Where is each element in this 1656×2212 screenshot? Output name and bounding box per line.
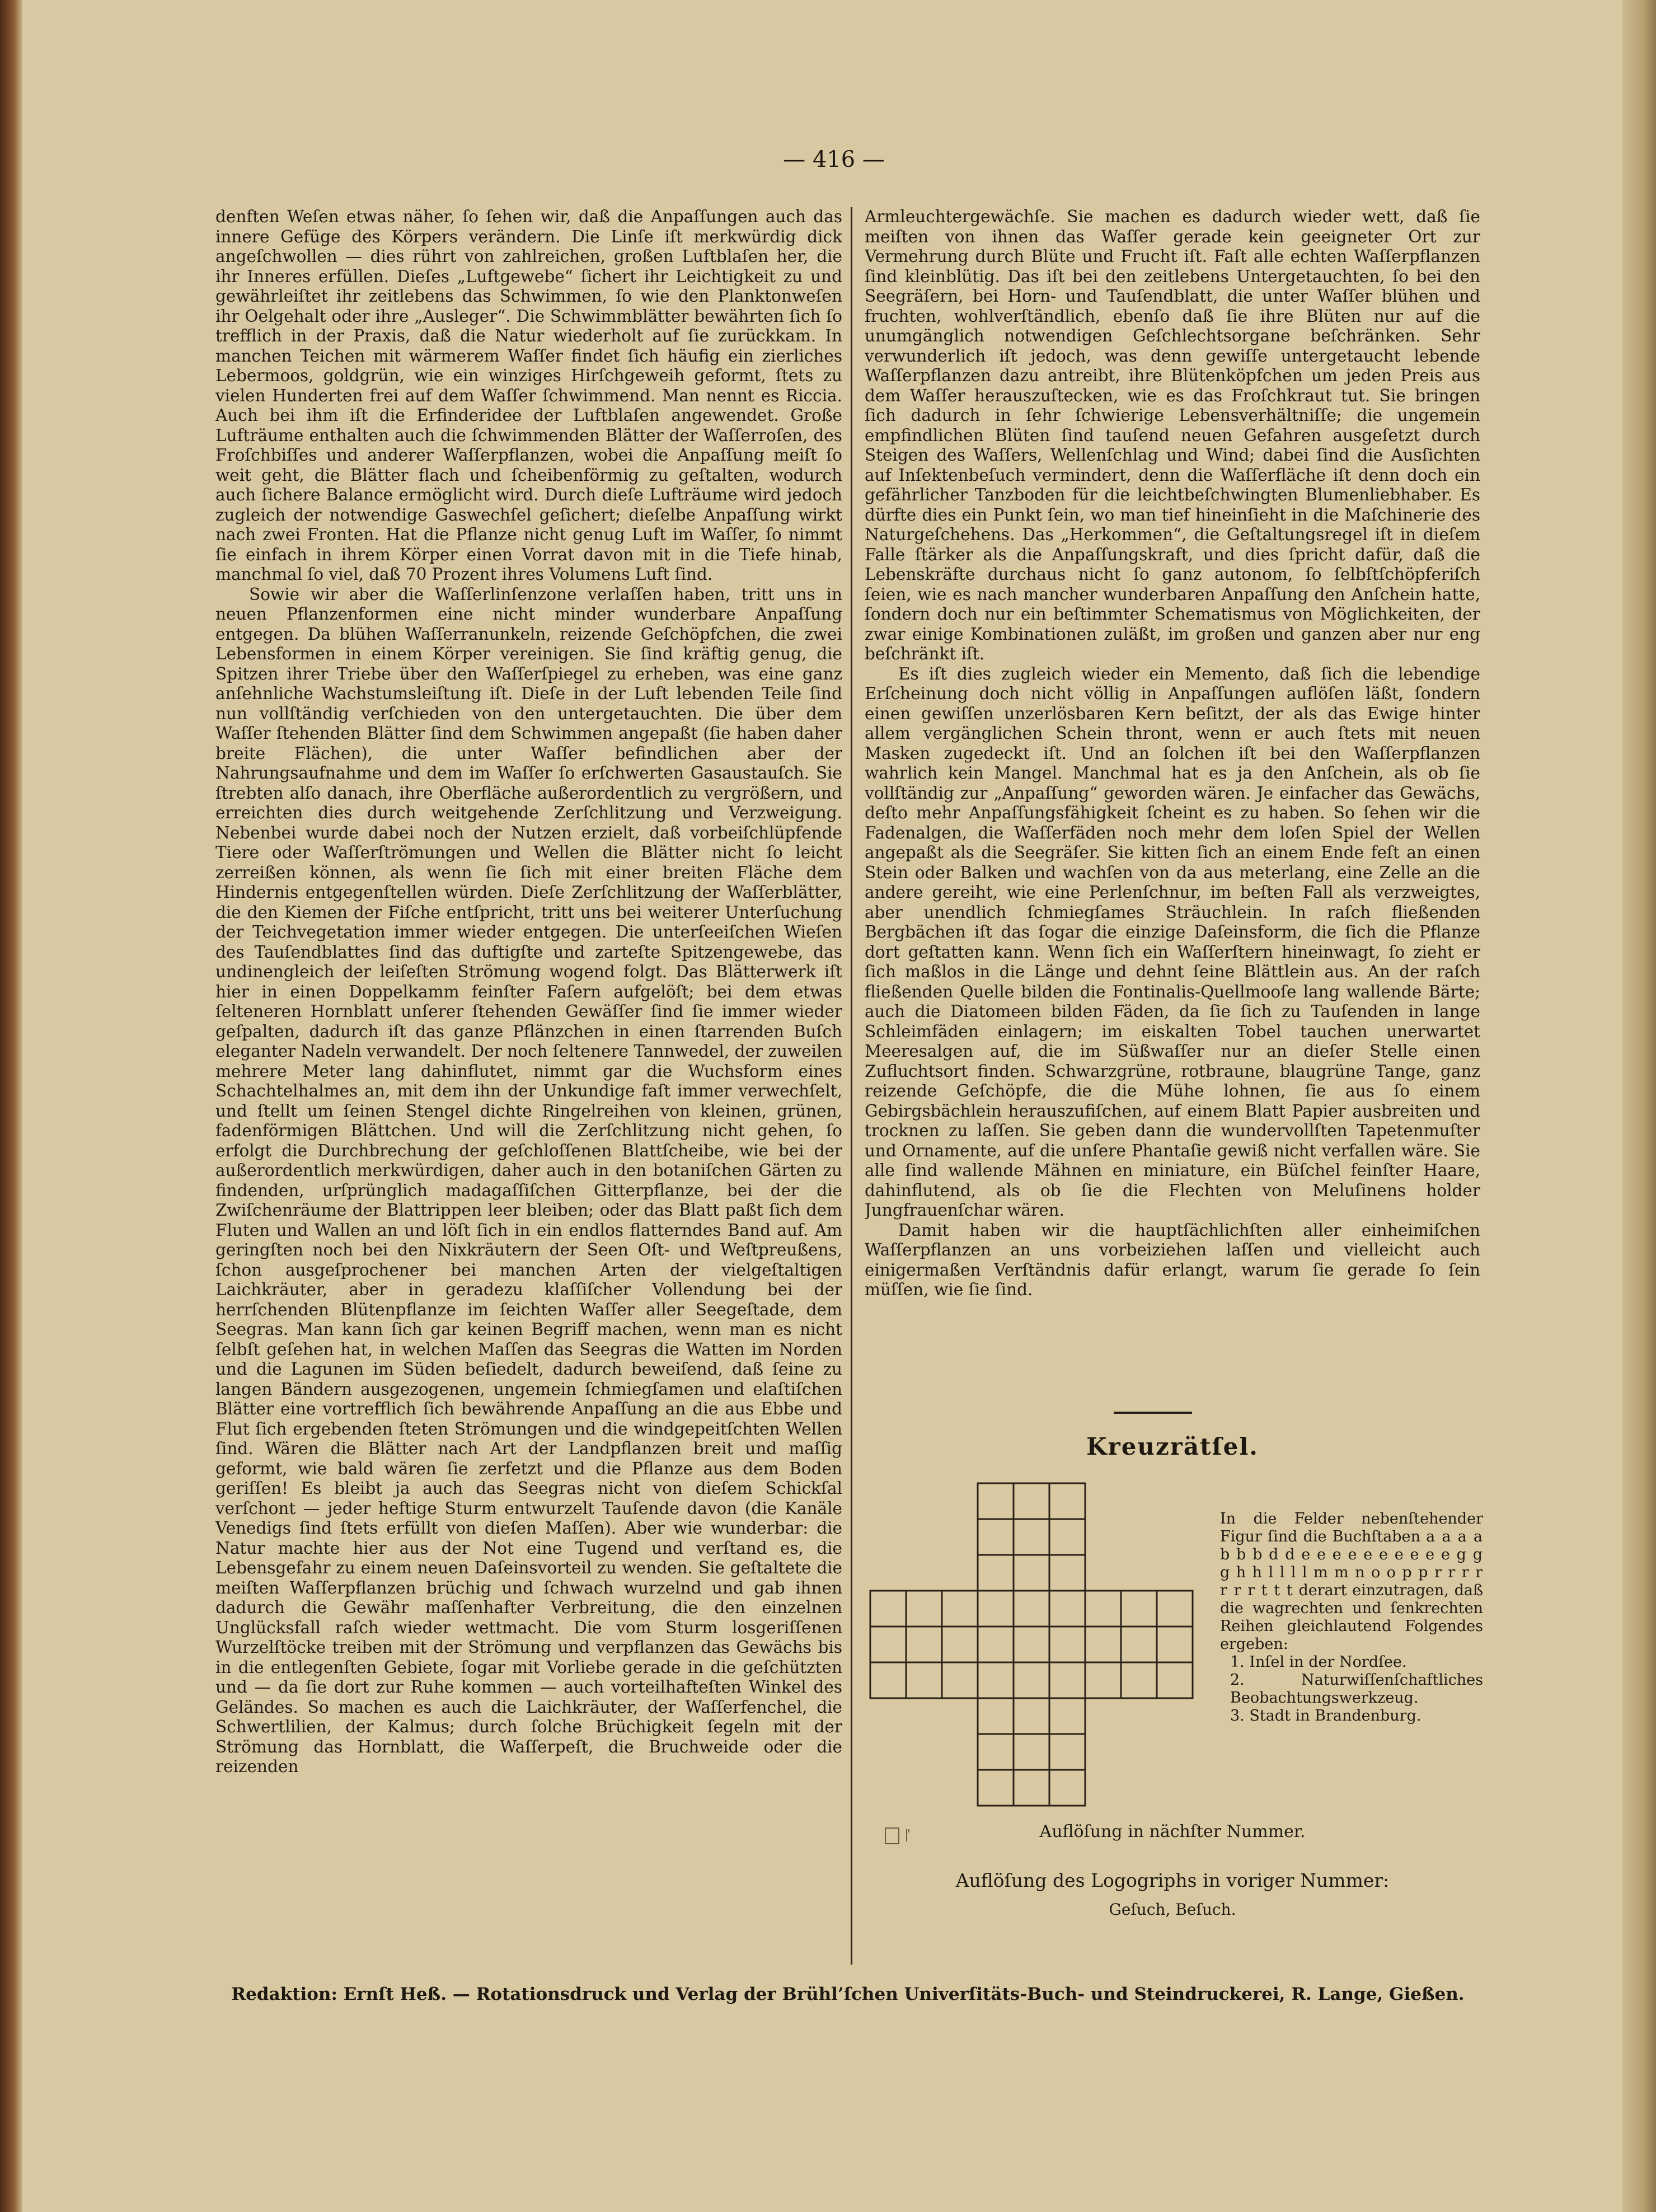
crossword-cell xyxy=(978,1555,1014,1591)
crossword-cell xyxy=(1014,1627,1049,1662)
crossword-cell xyxy=(978,1591,1014,1627)
puzzle-intro: In die Felder nebenſtehender Figur ſind die Buchſtaben xyxy=(1220,1510,1483,1545)
crossword-cell xyxy=(942,1627,978,1662)
right-column xyxy=(865,207,1480,1399)
previous-solution-answer: Geſuch, Beſuch. xyxy=(1109,1900,1236,1919)
crossword-cell xyxy=(1014,1770,1049,1806)
imprint-footer: Redaktion: Ernſt Heß. — Rotationsdruck und Verlag der Brühl’ſchen Univerſitäts-Buch- und Steindruckerei, R. Lange, Gießen. xyxy=(231,1984,1465,2004)
clue-list xyxy=(1220,1653,1483,1725)
crossword-cell xyxy=(1121,1627,1157,1662)
crossword-cell xyxy=(1049,1555,1085,1591)
crossword-cell xyxy=(1049,1519,1085,1555)
crossword-cell xyxy=(978,1662,1014,1698)
crossword-cell xyxy=(906,1662,942,1698)
crossword-cell xyxy=(1049,1627,1085,1662)
crossword-cell xyxy=(978,1698,1014,1734)
crossword-cell xyxy=(1014,1698,1049,1734)
crossword-cell xyxy=(1121,1591,1157,1627)
article-paragraph: Armleuchtergewächſe. Sie machen es dadurch wieder wett, daß ſie meiſten von ihnen das Waſſer gerade kein geeigneter Ort zur Vermehrung durch Blüte und Frucht iſt. Faſt alle echten Waſſerpflanzen ſind kleinblütig. Das iſt bei den zeitlebens Untergetauchten, ſo bei den Seegräſern, bei Horn- und Tauſendblatt, die unter Waſſer blühen und fruchten, wohlverſtändlich, ebenſo daß ſie ihre Blüten nur auf die unumgänglich notwendigen Geſchlechtsorgane beſchränken. Sehr verwunderlich iſt jedoch, was denn gewiſſe untergetaucht lebende Waſſerpflanzen dazu antreibt, ihre Blütenköpfchen um jeden Preis aus dem Waſſer herauszuſtecken, wie es das Froſchkraut tut. Sie bringen ſich dadurch in ſehr ſchwierige Lebensverhältniſſe; die ungemein empfindlichen Blüten ſind tauſend neuen Gefahren ausgeſetzt durch Steigen des Waſſers, Wellenſchlag und Wind; dabei ſind die Ausſichten auf Inſektenbeſuch vermindert, denn die Waſſerfläche iſt denn doch ein gefährlicher Tanzboden für die leichtbeſchwingten Blumenliebhaber. Es dürfte dies ein Punkt ſein, wo man tief hineinſieht in die Maſchinerie des Naturgeſchehens. Das „Herkommen“, die Geſtaltungsregel iſt in dieſem Falle ſtärker als die Anpaſſungskraft, und dies ſpricht dafür, daß die Lebenskräfte durchaus nicht ſo ganz autonom, ſo ſelbſtſchöpferiſch ſeien, wie es nach mancher wunderbaren Anpaſſung den Anſchein hatte, ſondern doch nur ein beſtimmter Schematismus von Möglichkeiten, der zwar einige Kombinationen zuläßt, im großen und ganzen aber nur eng beſchränkt iſt. xyxy=(865,207,1480,663)
crossword-cell xyxy=(978,1519,1014,1555)
puzzle-instructions xyxy=(1220,1510,1483,1756)
clue-item: 3. Stadt in Brandenburg. xyxy=(1230,1707,1422,1724)
crossword-cell xyxy=(1049,1698,1085,1734)
article-paragraph: Sowie wir aber die Waſſerlinſenzone verlaſſen haben, tritt uns in neuen Pflanzenformen eine nicht minder wunderbare Anpaſſung entgegen. Da blühen Waſſerranunkeln, reizende Geſchöpfchen, die zwei Lebensformen in einem Körper vereinigen. Sie ſind kräftig genug, die Spitzen ihrer Triebe über den Waſſerſpiegel zu erheben, was eine ganz anſehnliche Wachstumsleiſtung iſt. Dieſe in der Luft lebenden Teile ſind nun vollſtändig verſchieden von den untergetauchten. Die über dem Waſſer ſtehenden Blätter ſind dem Schwimmen angepaßt (ſie haben daher breite Flächen), die unter Waſſer befindlichen aber der Nahrungsaufnahme und dem im Waſſer ſo erſchwerten Gasaustauſch. Sie ſtrebten alſo danach, ihre Oberfläche außerordentlich zu vergrößern, und erreichten dies durch weitgehende Zerſchlitzung und Verzweigung. Nebenbei wurde dabei noch der Nutzen erzielt, daß vorbeiſchlüpfende Tiere oder Waſſerſtrömungen und Wellen die Blätter nicht ſo leicht zerreißen können, als wenn ſie ſich mit einer breiten Fläche dem Hindernis entgegenſtellen würden. Dieſe Zerſchlitzung der Waſſerblätter, die den Kiemen der Fiſche entſpricht, tritt uns bei weiterer Unterſuchung der Teichvegetation immer wieder entgegen. Die unterſeeiſchen Wieſen des Tauſendblattes ſind das duftigſte und zarteſte Spitzengewebe, das undinengleich der leiſeſten Strömung wogend folgt. Das Blätterwerk iſt hier in einen Doppelkamm feinſter Faſern aufgelöſt; bei dem etwas ſelteneren Hornblatt unſerer ſtehenden Gewäſſer ſind ſie immer wieder geſpalten, dadurch iſt das ganze Pflänzchen in einen ſtarrenden Buſch eleganter Nadeln verwandelt. Der noch ſeltenere Tannwedel, der zuweilen mehrere Meter lang dahinflutet, nimmt gar die Wuchsform eines Schachtelhalmes an, mit dem ihn der Unkundige faſt immer verwechſelt, und ſtellt um ſeinen Stengel dichte Ringelreihen von kleinen, grünen, fadenförmigen Blättchen. Und will die Zerſchlitzung nicht gehen, ſo erfolgt die Durchbrechung der geſchloſſenen Blattſcheibe, wie bei der außerordentlich merkwürdigen, daher auch in den botaniſchen Gärten zu findenden, urſprünglich madagaſſiſchen Gitterpflanze, bei der die Zwiſchenräume der Blattrippen leer bleiben; oder das Blatt paßt ſich dem Fluten und Wallen an und löſt ſich in ein endlos flatterndes Band auf. Am geringſten noch bei den Nixkräutern der Seen Oſt- und Weſtpreußens, ſchon ausgeſprochener bei manchen Arten der vielgeſtaltigen Laichkräuter, aber in geradezu klaſſiſcher Vollendung bei der herrſchenden Blütenpflanze im ſeichten Waſſer aller Seegeſtade, dem Seegras. Man kann ſich gar keinen Begriff machen, wenn man es nicht ſelbſt geſehen hat, in welchen Maſſen das Seegras die Watten im Norden und die Lagunen im Süden beſiedelt, dadurch beweiſend, daß ſeine zu langen Bändern ausgezogenen, ungemein ſchmiegſamen und elaſtiſchen Blätter eine vortrefflich ſich bewährende Anpaſſung an die aus Ebbe und Flut ſich ergebenden ſteten Strömungen und die windgepeitſchten Wellen ſind. Wären die Blätter nach Art der Landpflanzen breit und maſſig geformt, wie bald wären ſie zerfetzt und die Pflanze aus dem Boden geriſſen! Es bleibt ja auch das Seegras nicht von dieſem Schickſal verſchont — jeder heftige Sturm entwurzelt Tauſende davon (die Kanäle Venedigs ſind ſtets erfüllt von dieſen Maſſen). Aber wie wunderbar: die Natur machte hier aus der Not eine Tugend und verſtand es, die Lebensgefahr zu einem neuen Daſeinsvorteil zu wenden. Sie geſtaltete die meiſten Waſſerpflanzen brüchig und ſchwach wurzelnd und gab ihnen dadurch die Gewähr maſſenhafter Verbreitung, die den einzelnen Unglücksfall raſch wieder wettmacht. Die vom Sturm losgeriſſenen Wurzelſtöcke treiben mit der Strömung und verpflanzen das Gewächs bis in die entlegenſten Gebiete, ſogar mit Vorliebe gerade in die geſchützten und — da ſie dort zur Ruhe kommen — auch vorteilhafteſten Winkel des Geländes. So machen es auch die Laichkräuter, der Waſſerfenchel, die Schwertlilien, der Kalmus; durch ſolche Brüchigkeit ſegeln mit der Strömung das Hornblatt, die Waſſerpeſt, die Bruchweide oder die reizenden xyxy=(215,584,842,1776)
crossword-cell xyxy=(1014,1662,1049,1698)
crossword-cell xyxy=(1014,1591,1049,1627)
puzzle-title: Kreuzrätſel. xyxy=(1086,1433,1259,1460)
crossword-cell xyxy=(1014,1734,1049,1770)
crossword-cell xyxy=(1049,1483,1085,1519)
crossword-cell xyxy=(870,1627,906,1662)
crossword-cell xyxy=(978,1627,1014,1662)
crossword-cell xyxy=(906,1627,942,1662)
puzzle-outro: derart einzutragen, daß die wagrechten und ſenkrechten Reihen gleichlautend Folgendes ergeben: xyxy=(1220,1582,1483,1653)
crossword-cell xyxy=(1085,1627,1121,1662)
crossword-cell xyxy=(1049,1770,1085,1806)
page-number: — 416 — xyxy=(783,147,885,172)
crossword-cell xyxy=(1157,1662,1193,1698)
crossword-cell xyxy=(1085,1591,1121,1627)
crossword-cell xyxy=(942,1662,978,1698)
book-binding xyxy=(0,0,22,2212)
left-column xyxy=(215,207,842,1962)
crossword-grid xyxy=(865,1478,1212,1813)
crossword-cell xyxy=(978,1483,1014,1519)
clue-item: 2. Naturwiſſenſchaftliches Beobachtungswerkzeug. xyxy=(1230,1671,1483,1707)
crossword-cell xyxy=(1085,1662,1121,1698)
solution-note: Auflöſung in nächſter Nummer. xyxy=(1039,1822,1306,1841)
crossword-cells xyxy=(870,1483,1193,1806)
crossword-cell xyxy=(942,1591,978,1627)
page-edge xyxy=(1622,0,1656,2212)
crossword-cell xyxy=(978,1770,1014,1806)
crossword-cell xyxy=(1014,1519,1049,1555)
crossword-cell xyxy=(1014,1555,1049,1591)
column-divider xyxy=(851,207,852,1965)
crossword-cell xyxy=(870,1662,906,1698)
crossword-cell xyxy=(1049,1734,1085,1770)
section-rule xyxy=(1114,1412,1192,1414)
crossword-cell xyxy=(1157,1591,1193,1627)
crossword-cell xyxy=(1049,1591,1085,1627)
crossword-cell xyxy=(906,1591,942,1627)
previous-solution-heading: Auflöſung des Logogriphs in voriger Nummer: xyxy=(955,1869,1390,1891)
crossword-cell xyxy=(1121,1662,1157,1698)
crossword-cell xyxy=(978,1734,1014,1770)
article-paragraph: Damit haben wir die hauptſächlichſten aller einheimiſchen Waſſerpflanzen an uns vorbeiziehen laſſen und vielleicht auch einigermaßen Verſtändnis dafür erlangt, warum ſie gerade ſo ſein müſſen, wie ſie ſind. xyxy=(865,1220,1480,1299)
crossword-cell xyxy=(1157,1627,1193,1662)
article-paragraph: denften Weſen etwas näher, ſo ſehen wir, daß die Anpaſſungen auch das innere Gefüge des Körpers verändern. Die Linſe iſt merkwürdig dick angeſchwollen — dies rührt von zahlreichen, großen Luftblaſen her, die ihr Inneres erfüllen. Dieſes „Luftgewebe“ ſichert ihr Leichtigkeit zu und gewährleiſtet ihr zeitlebens das Schwimmen, ſo wie den Planktonweſen ihr Oelgehalt oder ihre „Ausleger“. Die Schwimmblätter bewährten ſich ſo trefflich in der Praxis, daß die Natur wiederholt auf ſie zurückkam. In manchen Teichen mit wärmerem Waſſer findet ſich häufig ein zierliches Lebermoos, goldgrün, wie ein winziges Hirſchgeweih geformt, ſtets zu vielen Hunderten frei auf dem Waſſer ſchwimmend. Man nennt es Riccia. Auch bei ihm iſt die Erfinderidee der Luftblaſen angewendet. Große Lufträume enthalten auch die ſchwimmenden Blätter der Waſſerroſen, des Froſchbiſſes und anderer Waſſerpflanzen, wobei die Anpaſſung meiſt ſo weit geht, die Blätter flach und ſcheibenförmig zu geſtalten, wodurch auch ſichere Balance ermöglicht wird. Durch dieſe Lufträume wird jedoch zugleich der notwendige Gaswechſel geſichert; dieſelbe Anpaſſung wirkt nach zwei Fronten. Hat die Pflanze nicht genug Luft im Waſſer, ſo nimmt ſie einfach in ihrem Körper einen Vorrat davon mit in die Tiefe hinab, manchmal ſo viel, daß 70 Prozent ihres Volumens Luft ſind. xyxy=(215,207,842,584)
puzzle-letters: a a a a b b b d d e e e e e e e e e e g g g h h l l l l m m n o o p p r r r r r r r t t t xyxy=(1220,1528,1484,1599)
clue-item: 1. Inſel in der Nordſee. xyxy=(1230,1653,1407,1671)
crossword-cell xyxy=(1014,1483,1049,1519)
crossword-cell xyxy=(1049,1662,1085,1698)
crossword-cell xyxy=(870,1591,906,1627)
article-paragraph: Es iſt dies zugleich wieder ein Memento, daß ſich die lebendige Erſcheinung doch nicht völlig in Anpaſſungen auflöſen läßt, ſondern einen gewiſſen unzerlösbaren Kern beſitzt, der als das Ewige hinter allem vergänglichen Schein thront, wenn er auch ſtets mit neuen Masken zugedeckt iſt. Und an ſolchen iſt bei den Waſſerpflanzen wahrlich kein Mangel. Manchmal hat es ja den Anſchein, als ob ſie vollſtändig zur „Anpaſſung“ geworden wären. Je einfacher das Gewächs, deſto mehr Anpaſſungsfähigkeit ſcheint es zu haben. So ſehen wir die Fadenalgen, die Waſſerfäden noch mehr dem loſen Spiel der Wellen angepaßt als die Seegräſer. Sie kitten ſich an einem Ende feſt an einen Stein oder Balken und wachſen von da aus meterlang, eine Zelle an die andere gereiht, wie eine Perlenſchnur, im beſten Fall als verzweigtes, aber unendlich ſchmiegſames Sträuchlein. In raſch fließenden Bergbächen iſt das ſogar die einzige Daſeinsform, die ſich die Pflanze dort geſtatten kann. Wenn ſich ein Waſſerſtern hineinwagt, ſo zieht er ſich maßlos in die Länge und dehnt ſeine Blättlein aus. An der raſch fließenden Quelle bilden die Fontinalis-Quellmooſe lang wallende Bärte; auch die Diatomeen bilden Fäden, da ſie ſich zu Tauſenden in lange Schleimfäden einlagern; im eiskalten Tobel tauchen unerwartet Meeresalgen auf, die im Süßwaſſer nur an dieſer Stelle einen Zufluchtsort finden. Schwarzgrüne, rotbraune, blaugrüne Tange, ganz reizende Geſchöpfe, die die Mühe lohnen, ſie aus ſo einem Gebirgsbächlein herauszufiſchen, auf einem Blatt Papier ausbreiten und trocknen zu laſſen. Sie geben dann die wundervollſten Tapetenmuſter und Ornamente, auf die unſere Phantaſie gewiß nicht verfallen wäre. Sie alle ſind wallende Mähnen en miniature, ein Büſchel feinſter Haare, dahinflutend, als ob ſie die Flechten von Meluſinens holder Jungfrauenſchar wären. xyxy=(865,664,1480,1220)
